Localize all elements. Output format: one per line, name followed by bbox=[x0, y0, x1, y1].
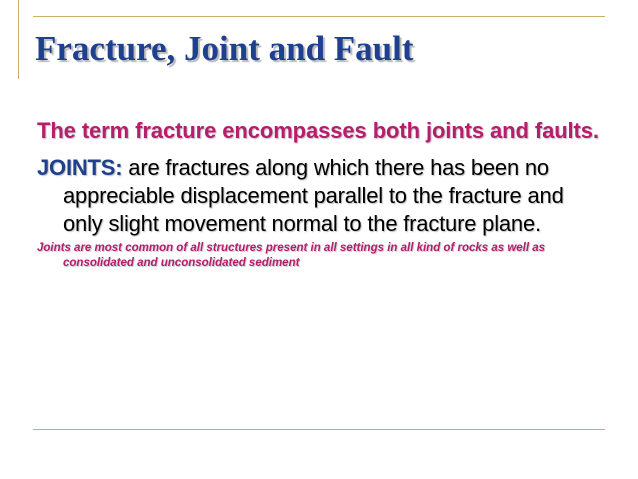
slide-body bbox=[37, 117, 607, 283]
slide-title: Fracture, Joint and Fault bbox=[35, 29, 414, 68]
top-divider-line bbox=[33, 16, 605, 17]
bottom-divider-line bbox=[33, 429, 605, 430]
left-divider-line bbox=[18, 0, 19, 79]
joints-note: Joints are most common of all structures present in all settings in all kind of rocks as well as consolidated and unconsolidated sediment bbox=[37, 242, 546, 269]
intro-paragraph: The term fracture encompasses both joints and faults. bbox=[37, 118, 599, 143]
joints-definition: are fractures along which there has been no appreciable displacement parallel to the fracture and only slight movement normal to the fracture plane. bbox=[63, 155, 564, 236]
joints-paragraph bbox=[37, 154, 607, 238]
joints-label: JOINTS: bbox=[37, 155, 123, 180]
